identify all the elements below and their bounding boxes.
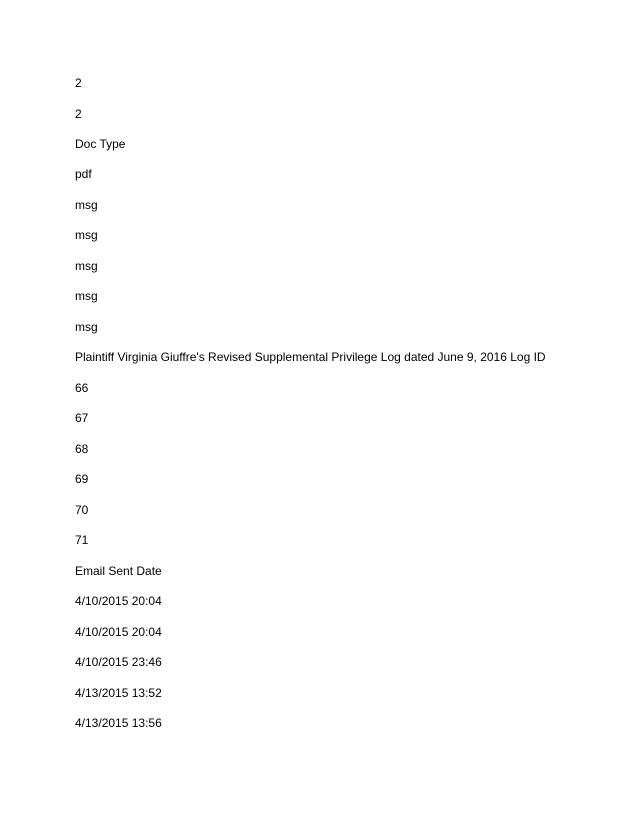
page-number-line: 2: [75, 76, 82, 90]
log-id-value: 66: [75, 381, 89, 395]
email-sent-date-header: Email Sent Date: [75, 564, 162, 578]
email-sent-date-value: 4/10/2015 20:04: [75, 594, 162, 608]
privilege-log-title: Plaintiff Virginia Giuffre's Revised Supplemental Privilege Log dated June 9, 2016 Log ID: [75, 350, 546, 364]
doc-type-value: msg: [75, 198, 98, 212]
doc-type-value: msg: [75, 228, 98, 242]
email-sent-date-value: 4/10/2015 20:04: [75, 625, 162, 639]
doc-type-value: pdf: [75, 167, 92, 181]
email-sent-date-value: 4/10/2015 23:46: [75, 655, 162, 669]
log-id-value: 71: [75, 533, 89, 547]
email-sent-date-value: 4/13/2015 13:52: [75, 686, 162, 700]
log-id-value: 68: [75, 442, 89, 456]
email-sent-date-value: 4/13/2015 13:56: [75, 716, 162, 730]
doc-type-value: msg: [75, 320, 98, 334]
log-id-value: 69: [75, 472, 89, 486]
log-id-value: 70: [75, 503, 89, 517]
doc-type-value: msg: [75, 259, 98, 273]
page-number-line: 2: [75, 107, 82, 121]
doc-type-value: msg: [75, 289, 98, 303]
doc-type-header: Doc Type: [75, 137, 126, 151]
log-id-value: 67: [75, 411, 89, 425]
